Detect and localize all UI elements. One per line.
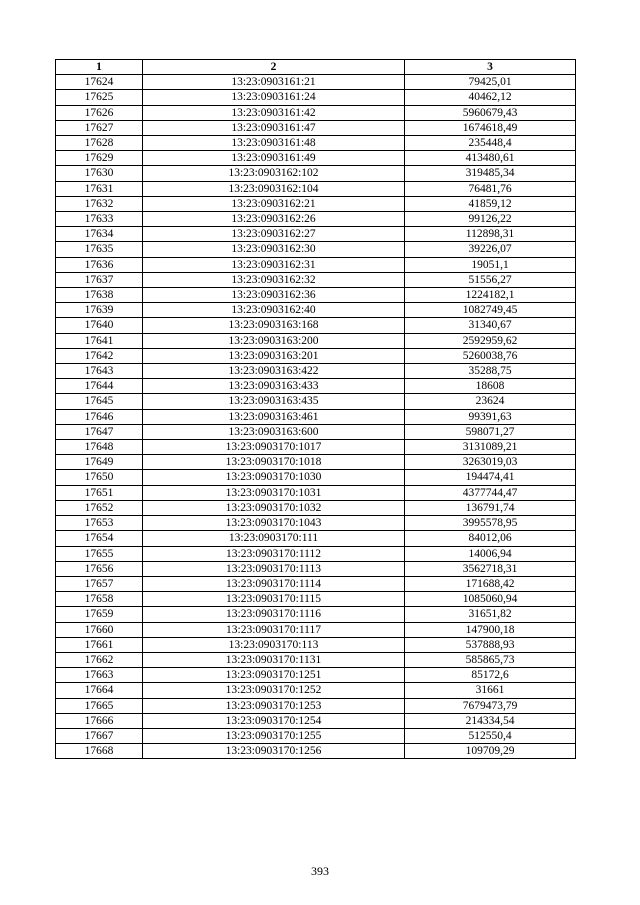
value-cell: 18608 — [405, 379, 576, 394]
row-number-cell: 17640 — [56, 318, 143, 333]
cadastral-number-cell: 13:23:0903162:26 — [143, 212, 405, 227]
value-cell: 585865,73 — [405, 652, 576, 667]
cadastral-number-cell: 13:23:0903170:111 — [143, 531, 405, 546]
row-number-cell: 17663 — [56, 668, 143, 683]
value-cell: 79425,01 — [405, 75, 576, 90]
page-number: 393 — [311, 864, 329, 878]
cadastral-number-cell: 13:23:0903170:1251 — [143, 668, 405, 683]
row-number-cell: 17629 — [56, 151, 143, 166]
table-row — [56, 607, 576, 622]
row-number-cell: 17660 — [56, 622, 143, 637]
table-row — [56, 683, 576, 698]
cadastral-number-cell: 13:23:0903161:48 — [143, 136, 405, 151]
cadastral-number-cell: 13:23:0903170:1112 — [143, 546, 405, 561]
table-row — [56, 166, 576, 181]
row-number-cell: 17658 — [56, 592, 143, 607]
value-cell: 31651,82 — [405, 607, 576, 622]
table-row — [56, 227, 576, 242]
cadastral-number-cell: 13:23:0903162:40 — [143, 303, 405, 318]
table-row — [56, 288, 576, 303]
cadastral-number-cell: 13:23:0903170:1256 — [143, 744, 405, 759]
cadastral-number-cell: 13:23:0903170:1115 — [143, 592, 405, 607]
cadastral-number-cell: 13:23:0903170:1031 — [143, 485, 405, 500]
cadastral-number-cell: 13:23:0903163:422 — [143, 364, 405, 379]
value-cell: 76481,76 — [405, 181, 576, 196]
value-cell: 3263019,03 — [405, 455, 576, 470]
cadastral-number-cell: 13:23:0903161:42 — [143, 105, 405, 120]
cadastral-number-cell: 13:23:0903170:1030 — [143, 470, 405, 485]
table-row — [56, 500, 576, 515]
value-cell: 147900,18 — [405, 622, 576, 637]
table-row — [56, 485, 576, 500]
value-cell: 31661 — [405, 683, 576, 698]
row-number-cell: 17642 — [56, 348, 143, 363]
row-number-cell: 17635 — [56, 242, 143, 257]
value-cell: 5960679,43 — [405, 105, 576, 120]
cadastral-number-cell: 13:23:0903170:1131 — [143, 652, 405, 667]
value-cell: 109709,29 — [405, 744, 576, 759]
cadastral-number-cell: 13:23:0903162:30 — [143, 242, 405, 257]
table-row — [56, 394, 576, 409]
value-cell: 319485,34 — [405, 166, 576, 181]
value-cell: 19051,1 — [405, 257, 576, 272]
table-row — [56, 120, 576, 135]
row-number-cell: 17654 — [56, 531, 143, 546]
row-number-cell: 17668 — [56, 744, 143, 759]
row-number-cell: 17664 — [56, 683, 143, 698]
row-number-cell: 17656 — [56, 561, 143, 576]
table-row — [56, 637, 576, 652]
cadastral-number-cell: 13:23:0903163:201 — [143, 348, 405, 363]
column-header-2: 2 — [143, 60, 405, 75]
table-row — [56, 698, 576, 713]
row-number-cell: 17665 — [56, 698, 143, 713]
table-row — [56, 531, 576, 546]
value-cell: 598071,27 — [405, 424, 576, 439]
value-cell: 512550,4 — [405, 728, 576, 743]
value-cell: 14006,94 — [405, 546, 576, 561]
data-table — [55, 59, 576, 759]
cadastral-number-cell: 13:23:0903161:24 — [143, 90, 405, 105]
value-cell: 4377744,47 — [405, 485, 576, 500]
table-row — [56, 90, 576, 105]
row-number-cell: 17647 — [56, 424, 143, 439]
cadastral-number-cell: 13:23:0903170:1254 — [143, 713, 405, 728]
cadastral-number-cell: 13:23:0903162:102 — [143, 166, 405, 181]
cadastral-number-cell: 13:23:0903163:433 — [143, 379, 405, 394]
cadastral-number-cell: 13:23:0903163:461 — [143, 409, 405, 424]
cadastral-number-cell: 13:23:0903170:1032 — [143, 500, 405, 515]
row-number-cell: 17636 — [56, 257, 143, 272]
value-cell: 3562718,31 — [405, 561, 576, 576]
cadastral-number-cell: 13:23:0903162:104 — [143, 181, 405, 196]
value-cell: 1674618,49 — [405, 120, 576, 135]
value-cell: 3995578,95 — [405, 516, 576, 531]
row-number-cell: 17637 — [56, 272, 143, 287]
table-row — [56, 333, 576, 348]
cadastral-number-cell: 13:23:0903161:49 — [143, 151, 405, 166]
value-cell: 31340,67 — [405, 318, 576, 333]
row-number-cell: 17632 — [56, 196, 143, 211]
row-number-cell: 17628 — [56, 136, 143, 151]
value-cell: 171688,42 — [405, 576, 576, 591]
table-row — [56, 318, 576, 333]
value-cell: 99126,22 — [405, 212, 576, 227]
column-header-3: 3 — [405, 60, 576, 75]
cadastral-number-cell: 13:23:0903162:31 — [143, 257, 405, 272]
table-row — [56, 424, 576, 439]
table-row — [56, 181, 576, 196]
cadastral-number-cell: 13:23:0903170:1043 — [143, 516, 405, 531]
table-row — [56, 592, 576, 607]
table-row — [56, 105, 576, 120]
cadastral-number-cell: 13:23:0903170:113 — [143, 637, 405, 652]
table-body — [56, 75, 576, 759]
table-row — [56, 546, 576, 561]
table-row — [56, 196, 576, 211]
cadastral-number-cell: 13:23:0903170:1255 — [143, 728, 405, 743]
table-row — [56, 561, 576, 576]
cadastral-number-cell: 13:23:0903161:21 — [143, 75, 405, 90]
value-cell: 413480,61 — [405, 151, 576, 166]
table-row — [56, 713, 576, 728]
cadastral-number-cell: 13:23:0903170:1114 — [143, 576, 405, 591]
cadastral-number-cell: 13:23:0903163:435 — [143, 394, 405, 409]
value-cell: 84012,06 — [405, 531, 576, 546]
value-cell: 194474,41 — [405, 470, 576, 485]
value-cell: 35288,75 — [405, 364, 576, 379]
table-row — [56, 303, 576, 318]
table-row — [56, 440, 576, 455]
value-cell: 235448,4 — [405, 136, 576, 151]
table-row — [56, 272, 576, 287]
row-number-cell: 17661 — [56, 637, 143, 652]
value-cell: 5260038,76 — [405, 348, 576, 363]
row-number-cell: 17638 — [56, 288, 143, 303]
table-row — [56, 728, 576, 743]
value-cell: 1085060,94 — [405, 592, 576, 607]
cadastral-number-cell: 13:23:0903161:47 — [143, 120, 405, 135]
table-row — [56, 364, 576, 379]
cadastral-number-cell: 13:23:0903163:200 — [143, 333, 405, 348]
row-number-cell: 17630 — [56, 166, 143, 181]
row-number-cell: 17643 — [56, 364, 143, 379]
cadastral-number-cell: 13:23:0903163:168 — [143, 318, 405, 333]
row-number-cell: 17651 — [56, 485, 143, 500]
table-row — [56, 151, 576, 166]
row-number-cell: 17649 — [56, 455, 143, 470]
row-number-cell: 17639 — [56, 303, 143, 318]
row-number-cell: 17666 — [56, 713, 143, 728]
value-cell: 85172,6 — [405, 668, 576, 683]
header-row — [56, 60, 576, 75]
cadastral-number-cell: 13:23:0903162:36 — [143, 288, 405, 303]
table-row — [56, 652, 576, 667]
table-row — [56, 257, 576, 272]
row-number-cell: 17644 — [56, 379, 143, 394]
table-row — [56, 516, 576, 531]
value-cell: 23624 — [405, 394, 576, 409]
row-number-cell: 17657 — [56, 576, 143, 591]
value-cell: 537888,93 — [405, 637, 576, 652]
table-row — [56, 576, 576, 591]
cadastral-number-cell: 13:23:0903170:1113 — [143, 561, 405, 576]
value-cell: 136791,74 — [405, 500, 576, 515]
table-row — [56, 212, 576, 227]
value-cell: 1224182,1 — [405, 288, 576, 303]
row-number-cell: 17631 — [56, 181, 143, 196]
row-number-cell: 17634 — [56, 227, 143, 242]
row-number-cell: 17641 — [56, 333, 143, 348]
cadastral-number-cell: 13:23:0903162:21 — [143, 196, 405, 211]
value-cell: 1082749,45 — [405, 303, 576, 318]
row-number-cell: 17627 — [56, 120, 143, 135]
row-number-cell: 17659 — [56, 607, 143, 622]
value-cell: 51556,27 — [405, 272, 576, 287]
value-cell: 40462,12 — [405, 90, 576, 105]
value-cell: 2592959,62 — [405, 333, 576, 348]
cadastral-number-cell: 13:23:0903170:1252 — [143, 683, 405, 698]
column-header-1: 1 — [56, 60, 143, 75]
value-cell: 41859,12 — [405, 196, 576, 211]
table-row — [56, 470, 576, 485]
cadastral-number-cell: 13:23:0903170:1117 — [143, 622, 405, 637]
table-row — [56, 75, 576, 90]
value-cell: 7679473,79 — [405, 698, 576, 713]
row-number-cell: 17625 — [56, 90, 143, 105]
value-cell: 39226,07 — [405, 242, 576, 257]
row-number-cell: 17655 — [56, 546, 143, 561]
row-number-cell: 17646 — [56, 409, 143, 424]
table-row — [56, 622, 576, 637]
row-number-cell: 17626 — [56, 105, 143, 120]
cadastral-number-cell: 13:23:0903170:1018 — [143, 455, 405, 470]
table-row — [56, 348, 576, 363]
table-row — [56, 744, 576, 759]
row-number-cell: 17645 — [56, 394, 143, 409]
cadastral-number-cell: 13:23:0903162:27 — [143, 227, 405, 242]
value-cell: 3131089,21 — [405, 440, 576, 455]
row-number-cell: 17650 — [56, 470, 143, 485]
table-row — [56, 668, 576, 683]
table-row — [56, 455, 576, 470]
table-row — [56, 136, 576, 151]
table-row — [56, 379, 576, 394]
table-header — [56, 60, 576, 75]
row-number-cell: 17624 — [56, 75, 143, 90]
table-row — [56, 409, 576, 424]
row-number-cell: 17648 — [56, 440, 143, 455]
value-cell: 99391,63 — [405, 409, 576, 424]
row-number-cell: 17662 — [56, 652, 143, 667]
table-row — [56, 242, 576, 257]
cadastral-number-cell: 13:23:0903170:1017 — [143, 440, 405, 455]
cadastral-number-cell: 13:23:0903162:32 — [143, 272, 405, 287]
cadastral-number-cell: 13:23:0903163:600 — [143, 424, 405, 439]
row-number-cell: 17652 — [56, 500, 143, 515]
row-number-cell: 17667 — [56, 728, 143, 743]
value-cell: 214334,54 — [405, 713, 576, 728]
cadastral-number-cell: 13:23:0903170:1253 — [143, 698, 405, 713]
cadastral-number-cell: 13:23:0903170:1116 — [143, 607, 405, 622]
row-number-cell: 17653 — [56, 516, 143, 531]
value-cell: 112898,31 — [405, 227, 576, 242]
row-number-cell: 17633 — [56, 212, 143, 227]
